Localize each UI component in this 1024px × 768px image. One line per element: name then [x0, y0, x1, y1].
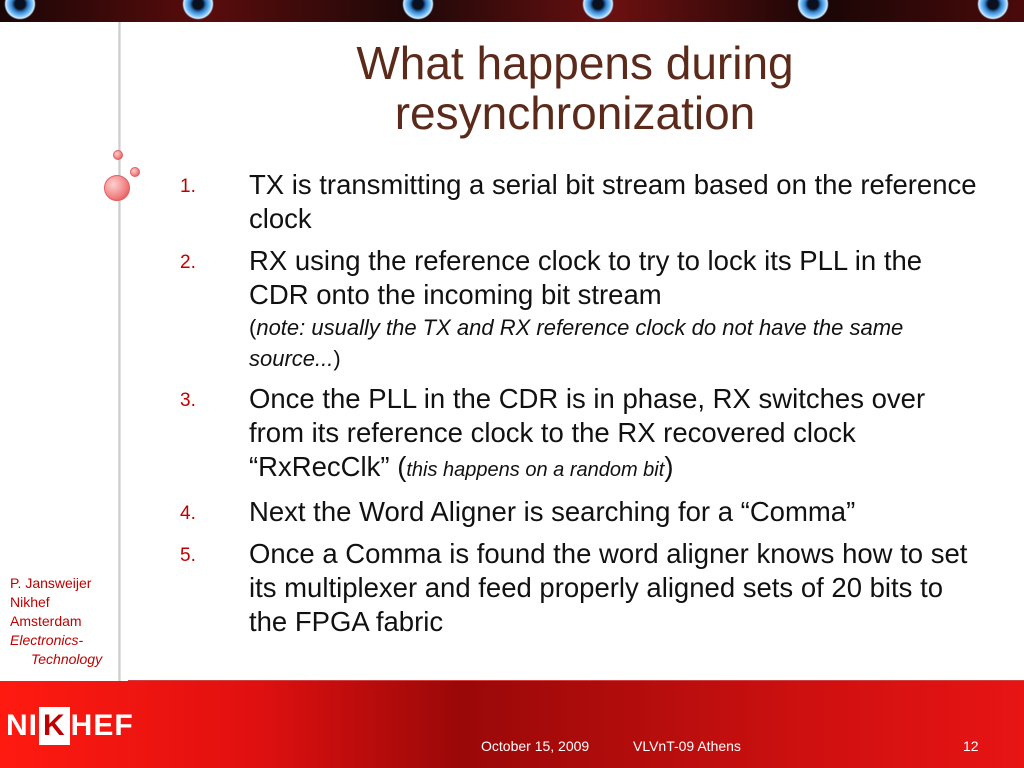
bubble-decoration: [130, 167, 140, 177]
footer-band: [0, 681, 1024, 768]
banner-eye-icon: [400, 0, 436, 22]
list-item: 3. Once the PLL in the CDR is in phase, RX switches over from its reference clock to the RX recovered clock “RxRecClk” (this happens on a random bit): [180, 383, 926, 482]
vertical-divider: [118, 22, 121, 690]
list-number: 1.: [180, 176, 196, 197]
list-item-text: Once the PLL in the CDR is in phase, RX switches over from its reference clock to the RX recovered clock “RxRecClk” (: [249, 383, 926, 482]
list-item: [180, 244, 980, 374]
list-item-note: (note: usually the TX and RX reference clock do not have the same source...): [249, 315, 904, 371]
banner-eye-icon: [2, 0, 38, 22]
list-item-note: this happens on a random bit: [406, 459, 665, 481]
slide-title: What happens during resynchronization: [356, 37, 794, 139]
list-item: [180, 495, 980, 529]
author-city: Amsterdam: [10, 613, 82, 629]
list-item-text: TX is transmitting a serial bit stream based on the reference clock: [249, 169, 977, 234]
banner-eye-icon: [975, 0, 1011, 22]
footer-event: VLVnT-09 Athens: [633, 738, 741, 754]
author-dept-cont: Technology: [31, 651, 103, 667]
numbered-list: [180, 168, 980, 647]
author-info: [10, 574, 102, 669]
list-item-text: RX using the reference clock to try to lock its PLL in the CDR onto the incoming bit stream: [249, 245, 923, 310]
list-item: [180, 168, 980, 236]
banner-eye-icon: [180, 0, 216, 22]
nikhef-logo: NI K HEF: [6, 704, 134, 748]
list-item-text: Once a Comma is found the word aligner knows how to set its multiplexer and feed properly aligned sets of 20 bits to the FPGA fabric: [249, 538, 968, 637]
banner-eye-icon: [795, 0, 831, 22]
bubble-decoration: [104, 175, 130, 201]
list-item-text: Next the Word Aligner is searching for a “Comma”: [249, 496, 856, 527]
author-org: Nikhef: [10, 594, 50, 610]
page-number: 12: [963, 738, 979, 754]
list-item: [180, 537, 980, 639]
author-name: P. Jansweijer: [10, 575, 92, 591]
footer-date: October 15, 2009: [481, 738, 590, 754]
list-number: 4.: [180, 503, 196, 524]
author-dept: Electronics-: [10, 632, 84, 648]
bubble-decoration: [113, 150, 123, 160]
list-number: 5.: [180, 545, 196, 566]
top-banner: [0, 0, 1024, 22]
banner-eye-icon: [580, 0, 616, 22]
list-number: 2.: [180, 252, 196, 273]
list-number: 3.: [180, 390, 196, 411]
